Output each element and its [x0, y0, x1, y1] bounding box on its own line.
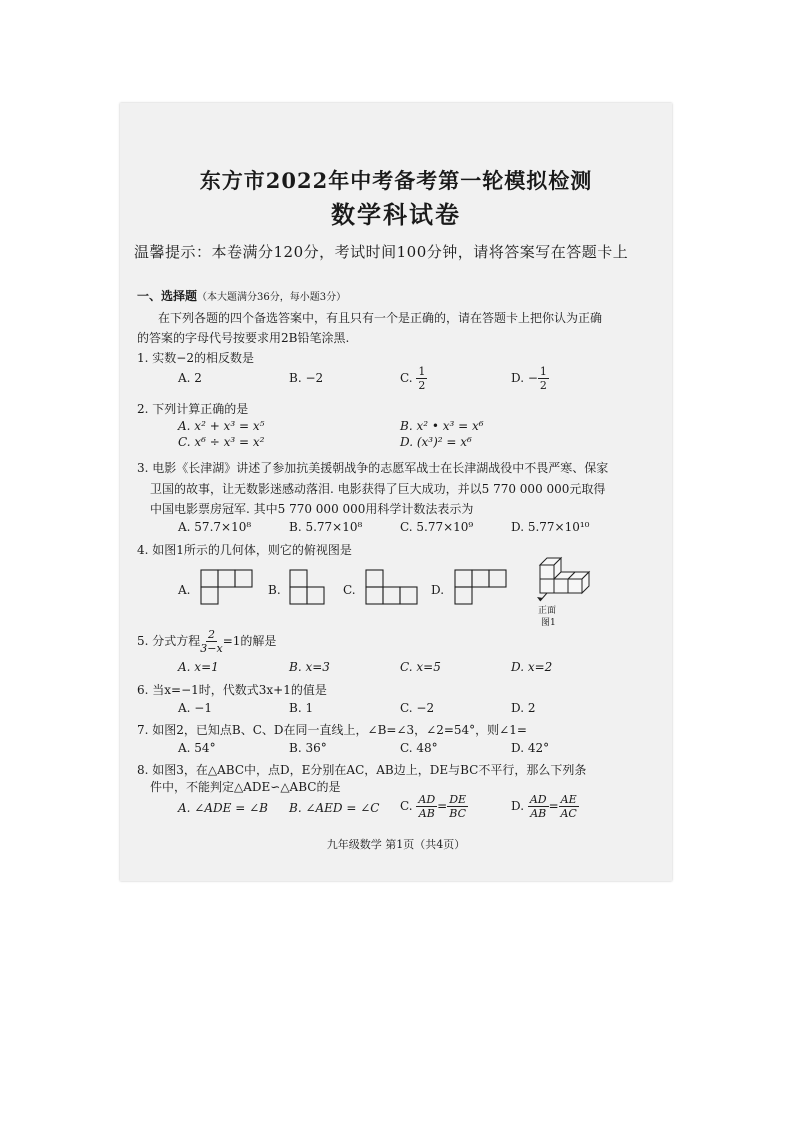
q3-option-b: B. 5.77×10⁸ — [289, 520, 363, 534]
q3-option-a: A. 57.7×10⁸ — [178, 520, 252, 534]
q6-option-c: C. −2 — [400, 701, 435, 715]
fraction-denominator: 2 — [418, 379, 426, 392]
q8-option-b: B. ∠AED = ∠C — [289, 801, 380, 815]
page-footer: 九年级数学 第1页（共4页） — [326, 838, 466, 851]
figure-1-caption: 图1 — [541, 618, 556, 628]
q1-option-c — [400, 365, 427, 392]
q4-option-b-diagram — [289, 569, 329, 609]
q2-option-c: C. x⁶ ÷ x³ = x² — [178, 435, 265, 449]
q6-option-d: D. 2 — [511, 701, 536, 715]
q4-option-c-diagram — [365, 569, 421, 609]
fraction-denominator: 2 — [539, 379, 547, 392]
fraction-denominator: 3−x — [200, 642, 223, 655]
q5-stem-prefix: 5. 分式方程 — [137, 634, 201, 648]
q8-option-c-fraction-1 — [416, 793, 437, 820]
fraction-denominator: AB — [418, 807, 435, 820]
q7-option-c: C. 48° — [400, 741, 438, 755]
q8-line1: 8. 如图3，在△ABC中，点D，E分别在AC，AB边上，DE与BC不平行，那么下列条 — [137, 763, 587, 777]
q4-option-a: A. — [178, 583, 191, 597]
q1-option-c-fraction — [416, 365, 427, 392]
fraction-numerator: AE — [560, 793, 577, 806]
q3-line1: 3. 电影《长津湖》讲述了参加抗美援朝战争的志愿军战士在长津湖战役中不畏严寒、保家 — [137, 461, 609, 475]
q3-line3: 中国电影票房冠军. 其中5 770 000 000用科学计数法表示为 — [150, 502, 474, 516]
fraction-numerator: AD — [418, 793, 436, 806]
q3-option-d: D. 5.77×10¹⁰ — [511, 520, 590, 534]
fraction-denominator: AB — [530, 807, 547, 820]
q6-option-b: B. 1 — [289, 701, 314, 715]
section-title: 一、选择题 — [137, 289, 198, 303]
exam-title: 东方市2022年中考备考第一轮模拟检测 — [199, 168, 593, 193]
q8-option-c: C. $\frac{AD}{AB}$ = $\frac{DE}{BC}$ — [400, 793, 467, 820]
q5-option-d: D. x=2 — [511, 660, 553, 674]
q8-option-d: D. $\frac{AD}{AB}$ = $\frac{AE}{AC}$ — [511, 793, 577, 820]
q8-option-a: A. ∠ADE = ∠B — [178, 801, 268, 815]
q1-stem: 1. 实数−2的相反数是 — [137, 351, 254, 365]
q4-option-c: C. — [343, 583, 356, 597]
q1-option-d — [511, 365, 549, 392]
fraction-numerator: 1 — [539, 365, 547, 378]
section-intro-2: 的答案的字母代号按要求用2B铅笔涂黑. — [137, 331, 350, 345]
q8-option-c-label: C. — [400, 799, 413, 813]
fraction-denominator: AC — [560, 807, 577, 820]
q2-option-b: B. x² • x³ = x⁶ — [400, 419, 484, 433]
q4-option-b: B. — [268, 583, 281, 597]
q1-option-b: B. −2 — [289, 371, 324, 385]
q7-stem: 7. 如图2，已知点B、C、D在同一直线上，∠B=∠3，∠2=54°，则∠1= — [137, 723, 527, 737]
q5-option-b: B. x=3 — [289, 660, 330, 674]
q7-option-b: B. 36° — [289, 741, 327, 755]
q5-stem-suffix: =1的解是 — [222, 634, 277, 648]
q2-option-d: D. (x³)² = x⁶ — [400, 435, 472, 449]
q8-option-c-fraction-2 — [447, 793, 468, 820]
q5-stem — [137, 628, 276, 655]
figure-1-front-label: 正面 — [538, 606, 557, 616]
q4-option-a-diagram — [200, 569, 256, 609]
exam-sheet — [120, 103, 672, 881]
q2-stem: 2. 下列计算正确的是 — [137, 402, 249, 416]
q4-option-d: D. — [431, 583, 445, 597]
q1-option-d-fraction — [538, 365, 549, 392]
q1-option-c-label: C. — [400, 371, 413, 385]
exam-subtitle: 数学科试卷 — [331, 200, 461, 229]
q8-line2: 件中，不能判定△ADE∽△ABC的是 — [150, 780, 341, 794]
q6-stem: 6. 当x=−1时，代数式3x+1的值是 — [137, 683, 327, 697]
q5-option-c: C. x=5 — [400, 660, 441, 674]
q8-option-d-fraction-2 — [559, 793, 579, 820]
section-heading — [137, 287, 346, 304]
q3-option-c: C. 5.77×10⁹ — [400, 520, 474, 534]
q1-option-a: A. 2 — [178, 371, 202, 385]
fraction-numerator: 2 — [207, 628, 215, 641]
q1-option-d-label: D. − — [511, 371, 538, 385]
q5-option-a: A. x=1 — [178, 660, 219, 674]
q7-option-d: D. 42° — [511, 741, 550, 755]
section-note: （本大题满分36分，每小题3分） — [197, 292, 347, 303]
q2-option-a: A. x² + x³ = x⁵ — [178, 419, 265, 433]
fraction-denominator: BC — [449, 807, 467, 820]
q7-option-a: A. 54° — [178, 741, 216, 755]
q3-line2: 卫国的故事，让无数影迷感动落泪. 电影获得了巨大成功，并以5 770 000 000元取得 — [150, 482, 606, 496]
q8-option-d-fraction-1 — [528, 793, 549, 820]
exam-tip: 温馨提示：本卷满分120分，考试时间100分钟，请将答案写在答题卡上 — [134, 243, 629, 261]
section-intro-1: 在下列各题的四个备选答案中，有且只有一个是正确的，请在答题卡上把你认为正确 — [158, 311, 603, 325]
fraction-numerator: DE — [449, 793, 467, 806]
q4-option-d-diagram — [454, 569, 510, 609]
q4-stem: 4. 如图1所示的几何体，则它的俯视图是 — [137, 543, 352, 557]
q8-option-d-label: D. — [511, 799, 525, 813]
q5-fraction — [200, 628, 222, 655]
fraction-numerator: 1 — [418, 365, 426, 378]
q6-option-a: A. −1 — [178, 701, 212, 715]
fraction-numerator: AD — [529, 793, 547, 806]
